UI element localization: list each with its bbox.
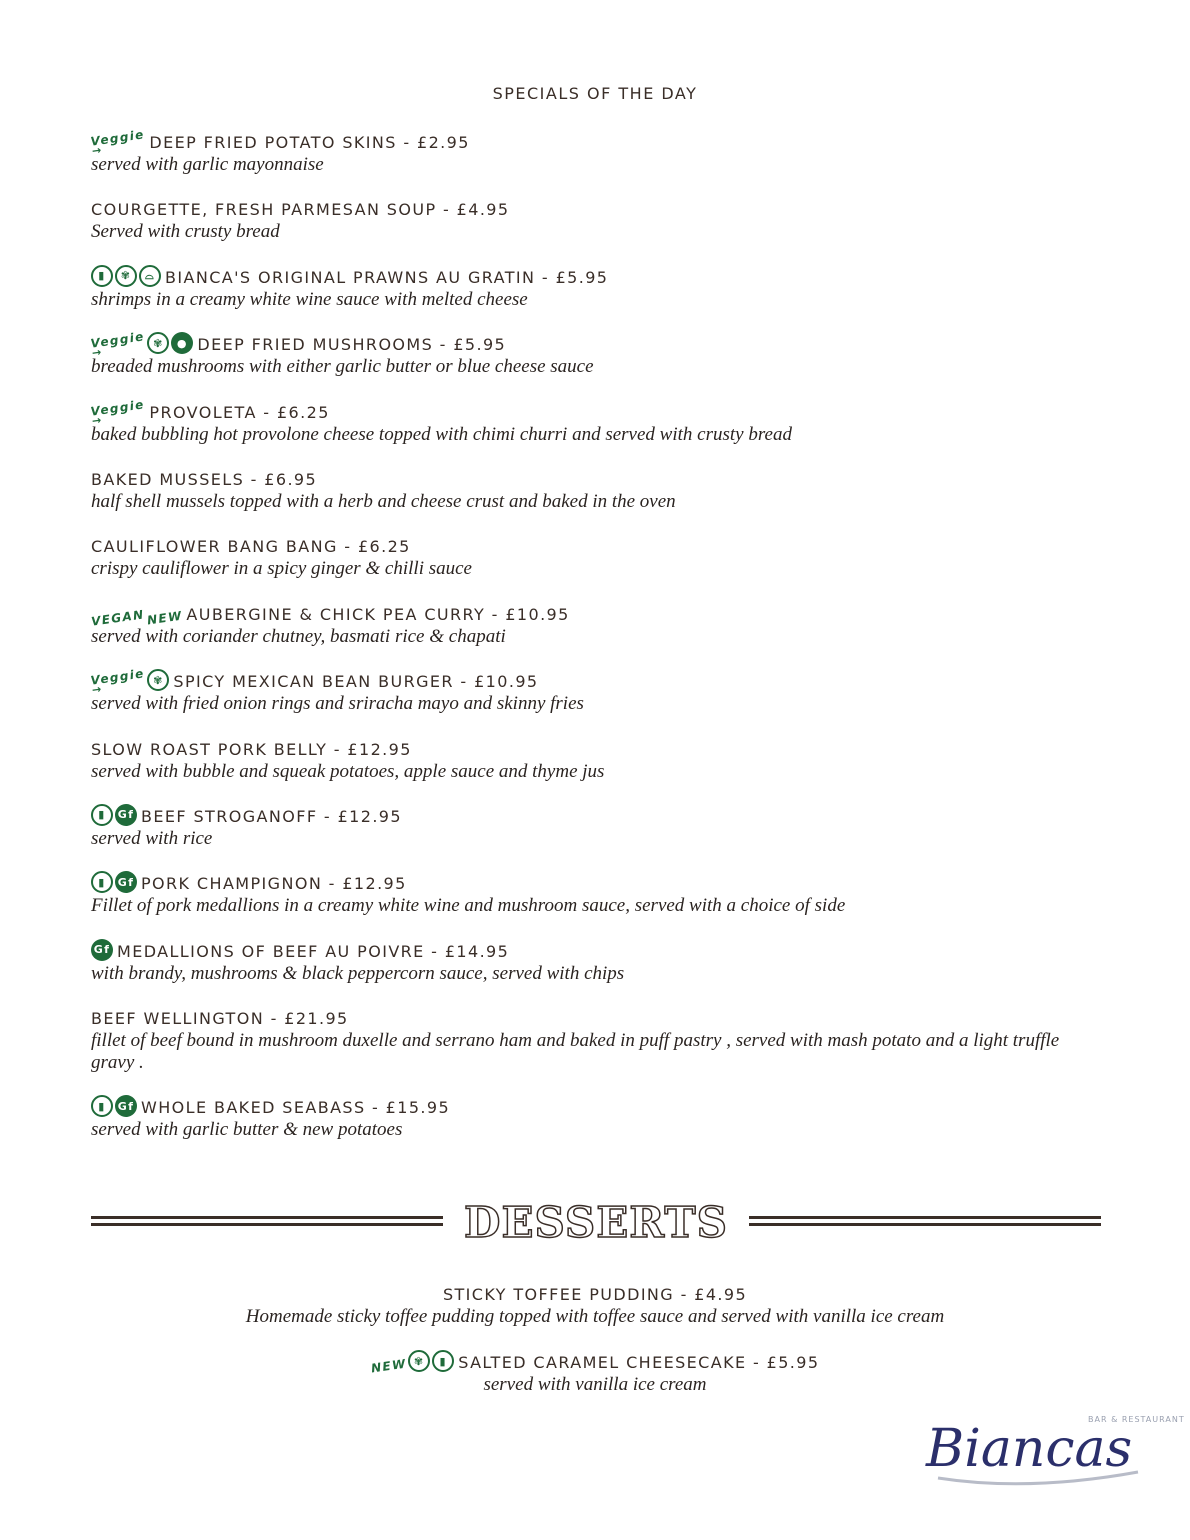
- item-name-row: [91, 663, 1101, 691]
- gluten-icon: ✾: [115, 265, 137, 287]
- item-name-row: [91, 933, 1101, 961]
- menu-item: [91, 933, 1101, 1000]
- divider-left: [91, 1216, 443, 1226]
- item-icons: [91, 804, 137, 826]
- item-description: served with garlic mayonnaise: [91, 154, 324, 175]
- item-description: Served with crusty bread: [91, 221, 280, 243]
- item-name-row: [91, 461, 1101, 489]
- veggie-tag: Veggie →: [90, 330, 147, 357]
- dairy-icon: ▮: [91, 1095, 113, 1117]
- menu-item: [91, 461, 1101, 528]
- logo-brand: Biancas: [926, 1419, 1133, 1479]
- item-description: fillet of beef bound in mushroom duxelle and serrano ham and baked in puff pastry , served with mash potato and a light truffle gravy .: [91, 1030, 1060, 1074]
- item-title: WHOLE BAKED SEABASS - £15.95: [141, 1098, 451, 1118]
- menu-item: [91, 326, 1101, 393]
- menu-item: [91, 1000, 1101, 1089]
- item-description: served with fried onion rings and sriracha mayo and skinny fries: [91, 693, 584, 715]
- item-description: served with rice: [91, 827, 213, 849]
- gluten-free-icon: Gf: [115, 871, 137, 893]
- menu-item: [91, 596, 1101, 663]
- vegan-tag: VEGAN: [90, 607, 146, 629]
- item-description: crispy cauliflower in a spicy ginger & chilli sauce: [91, 558, 472, 580]
- item-description: shrimps in a creamy white wine sauce with melted cheese: [91, 288, 528, 310]
- item-icons: [90, 607, 184, 629]
- dairy-icon: ▮: [91, 804, 113, 826]
- item-title: SALTED CARAMEL CHEESECAKE - £5.95: [458, 1353, 820, 1372]
- item-title: BEEF STROGANOFF - £12.95: [141, 806, 402, 826]
- menu-item: [91, 528, 1101, 595]
- item-title: STICKY TOFFEE PUDDING - £4.95: [442, 1285, 748, 1304]
- item-name-row: [91, 865, 1101, 893]
- item-name-row: [91, 394, 1101, 422]
- item-title: CAULIFLOWER BANG BANG - £6.25: [91, 537, 411, 557]
- item-description: Fillet of pork medallions in a creamy white wine and mushroom sauce, served with a choice of side: [91, 895, 846, 917]
- item-name-row: [90, 596, 1101, 629]
- item-description: breaded mushrooms with either garlic butter or blue cheese sauce: [91, 356, 594, 378]
- item-name-row: [91, 731, 1101, 759]
- page-title: SPECIALS OF THE DAY: [492, 84, 698, 103]
- item-icons: [89, 396, 146, 422]
- veggie-tag: Veggie →: [90, 398, 147, 425]
- item-icons: [91, 939, 113, 961]
- item-title: SPICY MEXICAN BEAN BURGER - £10.95: [173, 672, 539, 692]
- item-icons: [91, 871, 137, 893]
- item-description: with brandy, mushrooms & black peppercorn sauce, served with chips: [91, 962, 625, 984]
- item-title: BEEF WELLINGTON - £21.95: [91, 1009, 349, 1029]
- menu-item: [91, 124, 1101, 191]
- biancas-logo: [918, 1408, 1185, 1492]
- item-title: DEEP FRIED POTATO SKINS - £2.95: [149, 133, 470, 152]
- dairy-icon: ▮: [91, 871, 113, 893]
- item-description: served with garlic butter & new potatoes: [91, 1119, 403, 1141]
- menu-item: [91, 798, 1101, 865]
- new-tag: NEW: [369, 1356, 408, 1376]
- item-title: DEEP FRIED MUSHROOMS - £5.95: [197, 335, 507, 355]
- item-name-row: [0, 1344, 1190, 1376]
- menu-item: [91, 259, 1101, 326]
- item-icons: [89, 666, 169, 691]
- item-name-row: [0, 1276, 1190, 1304]
- item-title: SLOW ROAST PORK BELLY - £12.95: [91, 739, 412, 759]
- menu-item: [91, 191, 1101, 258]
- shellfish-icon: ⌓: [139, 265, 161, 287]
- item-description: baked bubbling hot provolone cheese topped with chimi churri and served with crusty bread: [91, 423, 792, 445]
- item-description: served with bubble and squeak potatoes, apple sauce and thyme jus: [91, 760, 605, 782]
- item-title: COURGETTE, FRESH PARMESAN SOUP - £4.95: [91, 200, 510, 220]
- item-description: served with coriander chutney, basmati rice & chapati: [91, 625, 506, 647]
- item-name-row: [91, 528, 1101, 556]
- menu-item: [91, 394, 1101, 461]
- item-icons: [89, 329, 193, 354]
- divider-right: [749, 1216, 1101, 1226]
- gluten-icon: ✾: [408, 1350, 430, 1372]
- item-name-row: [91, 326, 1101, 354]
- specials-list: [91, 124, 1101, 1156]
- item-name-row: [91, 1000, 1101, 1028]
- menu-item: [91, 663, 1101, 730]
- item-title: MEDALLIONS OF BEEF AU POIVRE - £14.95: [117, 941, 510, 961]
- egg-icon: ●: [171, 332, 193, 354]
- item-description: served with vanilla ice cream: [483, 1374, 707, 1395]
- item-title: BAKED MUSSELS - £6.95: [91, 469, 318, 489]
- gluten-free-icon: Gf: [115, 804, 137, 826]
- item-name-row: [91, 191, 1101, 219]
- menu-item: [91, 731, 1101, 798]
- dairy-icon: ▮: [91, 265, 113, 287]
- item-icons: [89, 127, 146, 152]
- desserts-header: [91, 1198, 1101, 1246]
- menu-item: [91, 865, 1101, 932]
- menu-item: [91, 1089, 1101, 1156]
- item-icons: [369, 1350, 455, 1376]
- item-icons: [91, 1095, 137, 1117]
- item-name-row: [91, 124, 1101, 152]
- item-title: AUBERGINE & CHICK PEA CURRY - £10.95: [186, 604, 570, 624]
- item-description: half shell mussels topped with a herb and cheese crust and baked in the oven: [91, 490, 676, 512]
- gluten-free-icon: Gf: [115, 1095, 137, 1117]
- item-name-row: [91, 1089, 1101, 1117]
- dairy-icon: ▮: [432, 1350, 454, 1372]
- gluten-free-icon: Gf: [91, 939, 113, 961]
- logo-subtitle: BAR & RESTAURANT: [1088, 1415, 1185, 1424]
- gluten-icon: ✾: [147, 669, 169, 691]
- item-name-row: [91, 798, 1101, 826]
- veggie-tag: Veggie →: [90, 667, 147, 694]
- item-title: BIANCA'S ORIGINAL PRAWNS AU GRATIN - £5.95: [165, 267, 609, 287]
- menu-item: [0, 1344, 1190, 1411]
- item-description: Homemade sticky toffee pudding topped with toffee sauce and served with vanilla ice cream: [245, 1306, 945, 1327]
- veggie-tag: Veggie →: [90, 128, 147, 155]
- item-title: PROVOLETA - £6.25: [149, 402, 330, 422]
- item-title: PORK CHAMPIGNON - £12.95: [141, 874, 407, 894]
- item-icons: [91, 265, 161, 287]
- item-name-row: [91, 259, 1101, 287]
- menu-item: [0, 1276, 1190, 1343]
- gluten-icon: ✾: [147, 332, 169, 354]
- new-tag: NEW: [145, 608, 184, 628]
- desserts-title: DESSERTS: [464, 1198, 728, 1247]
